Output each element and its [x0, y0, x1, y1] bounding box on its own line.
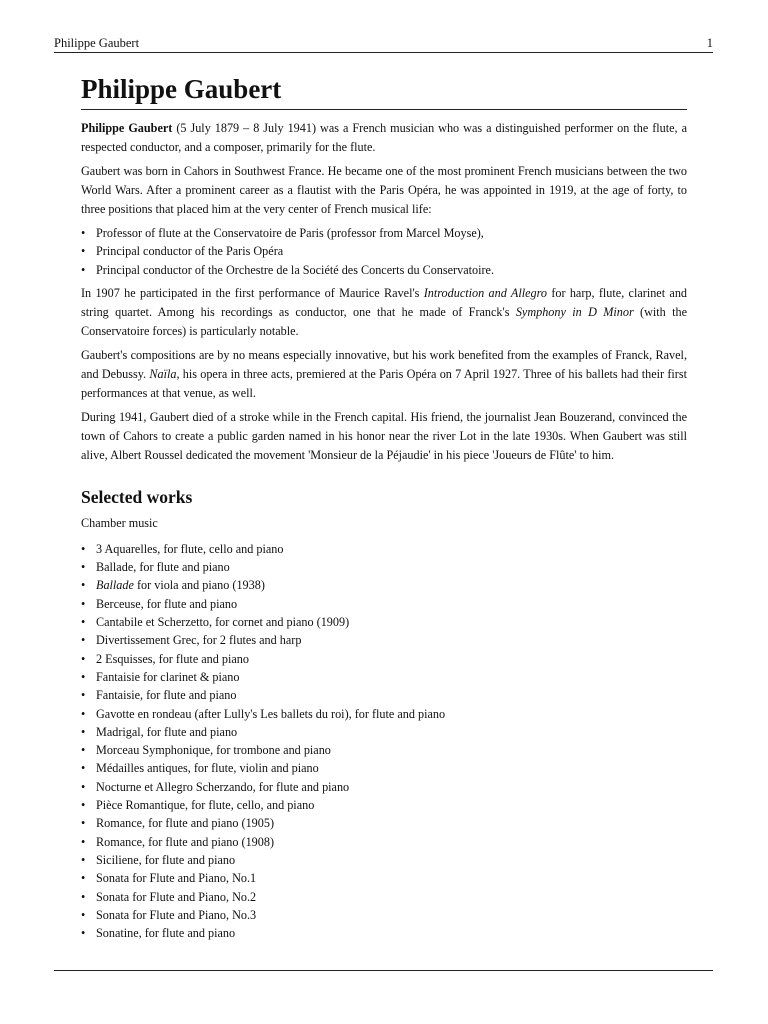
bullet: •	[81, 834, 86, 849]
bullet: •	[81, 669, 86, 684]
works-list-item	[81, 796, 687, 814]
list-item	[81, 261, 687, 279]
footer-rule	[54, 970, 713, 971]
intro-paragraph	[81, 119, 687, 157]
career-paragraph	[81, 284, 687, 341]
work-description: Fantaisie for clarinet & piano	[96, 669, 240, 684]
work-description: Fantaisie, for flute and piano	[96, 688, 237, 703]
bullet: •	[81, 724, 86, 739]
works-list-item	[81, 741, 687, 759]
bullet: •	[81, 262, 86, 277]
text-run: , his opera in three acts, premiered at the Paris Opéra on 7 April 1927. Three of his ballets had their first performances at that venue, as well.	[81, 366, 687, 400]
work-description: Nocturne et Allegro Scherzando, for flute and piano	[96, 779, 350, 794]
death-paragraph: During 1941, Gaubert died of a stroke while in the French capital. His friend, the journalist Jean Bouzerand, convinced the town of Cahors to create a public garden named in his honor near the river Lot in the late 1930s. When Gaubert was still alive, Albert Roussel dedicated the movement 'Monsieur de la Péjaudie' in his piece 'Joueurs de Flûte' to him.	[81, 409, 687, 462]
works-list-item	[81, 778, 687, 796]
works-list-item	[81, 869, 687, 887]
work-description: Siciliene, for flute and piano	[96, 852, 236, 867]
works-list-item	[81, 558, 687, 576]
page-header	[54, 35, 713, 51]
work-description: Romance, for flute and piano (1905)	[96, 816, 275, 831]
bullet: •	[81, 226, 86, 240]
text-run: In 1907 he participated in the first performance of Maurice Ravel's	[81, 285, 424, 300]
work-description: Ballade, for flute and piano	[96, 560, 230, 575]
list-item-text: Professor of flute at the Conservatoire de Paris (professor from Marcel Moyse),	[96, 226, 484, 240]
list-item-text: Principal conductor of the Orchestre de la Société des Concerts du Conservatoire.	[96, 262, 494, 277]
bullet: •	[81, 244, 86, 259]
works-list-item	[81, 833, 687, 851]
work-description: Sonata for Flute and Piano, No.2	[96, 889, 257, 904]
list-item	[81, 224, 687, 242]
biography-paragraph: Gaubert was born in Cahors in Southwest France. He became one of the most prominent French musicians between the two World Wars. After a prominent career as a flautist with the Paris Opéra, he was appointed in 1919, at the age of forty, to three positions that placed him at the very center of French musical life:	[81, 164, 687, 216]
article-title: Philippe Gaubert	[81, 70, 687, 110]
works-list-item	[81, 888, 687, 906]
works-list-item	[81, 906, 687, 924]
work-description: Divertissement Grec, for 2 flutes and harp	[96, 633, 302, 648]
header-rule	[54, 52, 713, 53]
subheading-chamber-music: Chamber music	[81, 515, 158, 530]
intro-text: (5 July 1879 – 8 July 1941) was a French musician who was a distinguished performer on the flute, a respected conductor, and a composer, primarily for the flute.	[81, 121, 687, 154]
works-list	[81, 540, 687, 943]
works-list-item	[81, 576, 687, 594]
article-body	[81, 70, 687, 947]
text-run: (with the Conservatoire forces) is particularly notable.	[81, 304, 687, 338]
positions-list	[81, 224, 687, 279]
work-description: 3 Aquarelles, for flute, cello and piano	[96, 541, 284, 556]
subject-name: Philippe Gaubert	[81, 121, 173, 135]
work-description: Madrigal, for flute and piano	[96, 724, 238, 739]
works-list-item	[81, 723, 687, 741]
work-title: Ballade	[96, 578, 134, 593]
list-item-text: Principal conductor of the Paris Opéra	[96, 244, 284, 259]
work-description: Berceuse, for flute and piano	[96, 596, 238, 611]
work-title: Introduction and Allegro	[423, 285, 547, 300]
bullet: •	[81, 596, 86, 611]
bullet: •	[81, 889, 86, 904]
bullet: •	[81, 633, 86, 648]
bullet: •	[81, 651, 86, 666]
bullet: •	[81, 926, 86, 941]
work-description: Pièce Romantique, for flute, cello, and piano	[96, 798, 315, 813]
bullet: •	[81, 871, 86, 886]
bullet: •	[81, 761, 86, 776]
work-description: Médailles antiques, for flute, violin and piano	[96, 761, 319, 776]
work-description: for viola and piano (1938)	[133, 578, 265, 593]
page-number: 1	[706, 36, 713, 50]
text-run: Gaubert's compositions are by no means especially innovative, but his work benefited from the examples of Franck, Ravel, and Debussy.	[81, 347, 687, 381]
works-list-item	[81, 650, 687, 668]
works-list-item	[81, 924, 687, 942]
works-list-item	[81, 540, 687, 558]
works-list-item	[81, 686, 687, 704]
work-description: Gavotte en rondeau (after Lully's Les ballets du roi), for flute and piano	[96, 706, 446, 721]
works-list-item	[81, 613, 687, 631]
text-run: for harp, flute, clarinet and string quartet. Among his recordings as conductor, one that he made of Franck's	[81, 285, 688, 319]
running-title: Philippe Gaubert	[54, 36, 140, 50]
bullet: •	[81, 615, 86, 630]
section-heading-selected-works: Selected works	[81, 486, 193, 507]
work-description: Sonatine, for flute and piano	[96, 926, 236, 941]
compositions-paragraph	[81, 346, 687, 403]
work-title: Symphony in D Minor	[515, 304, 634, 319]
bullet: •	[81, 816, 86, 831]
work-description: Sonata for Flute and Piano, No.3	[96, 907, 257, 922]
bullet: •	[81, 907, 86, 922]
works-list-item	[81, 705, 687, 723]
work-description: Cantabile et Scherzetto, for cornet and piano (1909)	[96, 615, 350, 630]
bullet: •	[81, 743, 86, 758]
bullet: •	[81, 578, 86, 593]
bullet: •	[81, 852, 86, 867]
work-description: 2 Esquisses, for flute and piano	[96, 651, 249, 666]
works-list-item	[81, 668, 687, 686]
bullet: •	[81, 688, 86, 703]
bullet: •	[81, 560, 86, 575]
works-list-item	[81, 759, 687, 777]
work-title: Naïla	[149, 366, 177, 381]
list-item	[81, 242, 687, 260]
bullet: •	[81, 706, 86, 721]
works-list-item	[81, 595, 687, 613]
work-description: Romance, for flute and piano (1908)	[96, 834, 275, 849]
bullet: •	[81, 779, 86, 794]
works-list-item	[81, 631, 687, 649]
bullet: •	[81, 798, 86, 813]
works-list-item	[81, 814, 687, 832]
works-list-item	[81, 851, 687, 869]
work-description: Morceau Symphonique, for trombone and piano	[96, 743, 331, 758]
work-description: Sonata for Flute and Piano, No.1	[96, 871, 257, 886]
bullet: •	[81, 541, 86, 556]
